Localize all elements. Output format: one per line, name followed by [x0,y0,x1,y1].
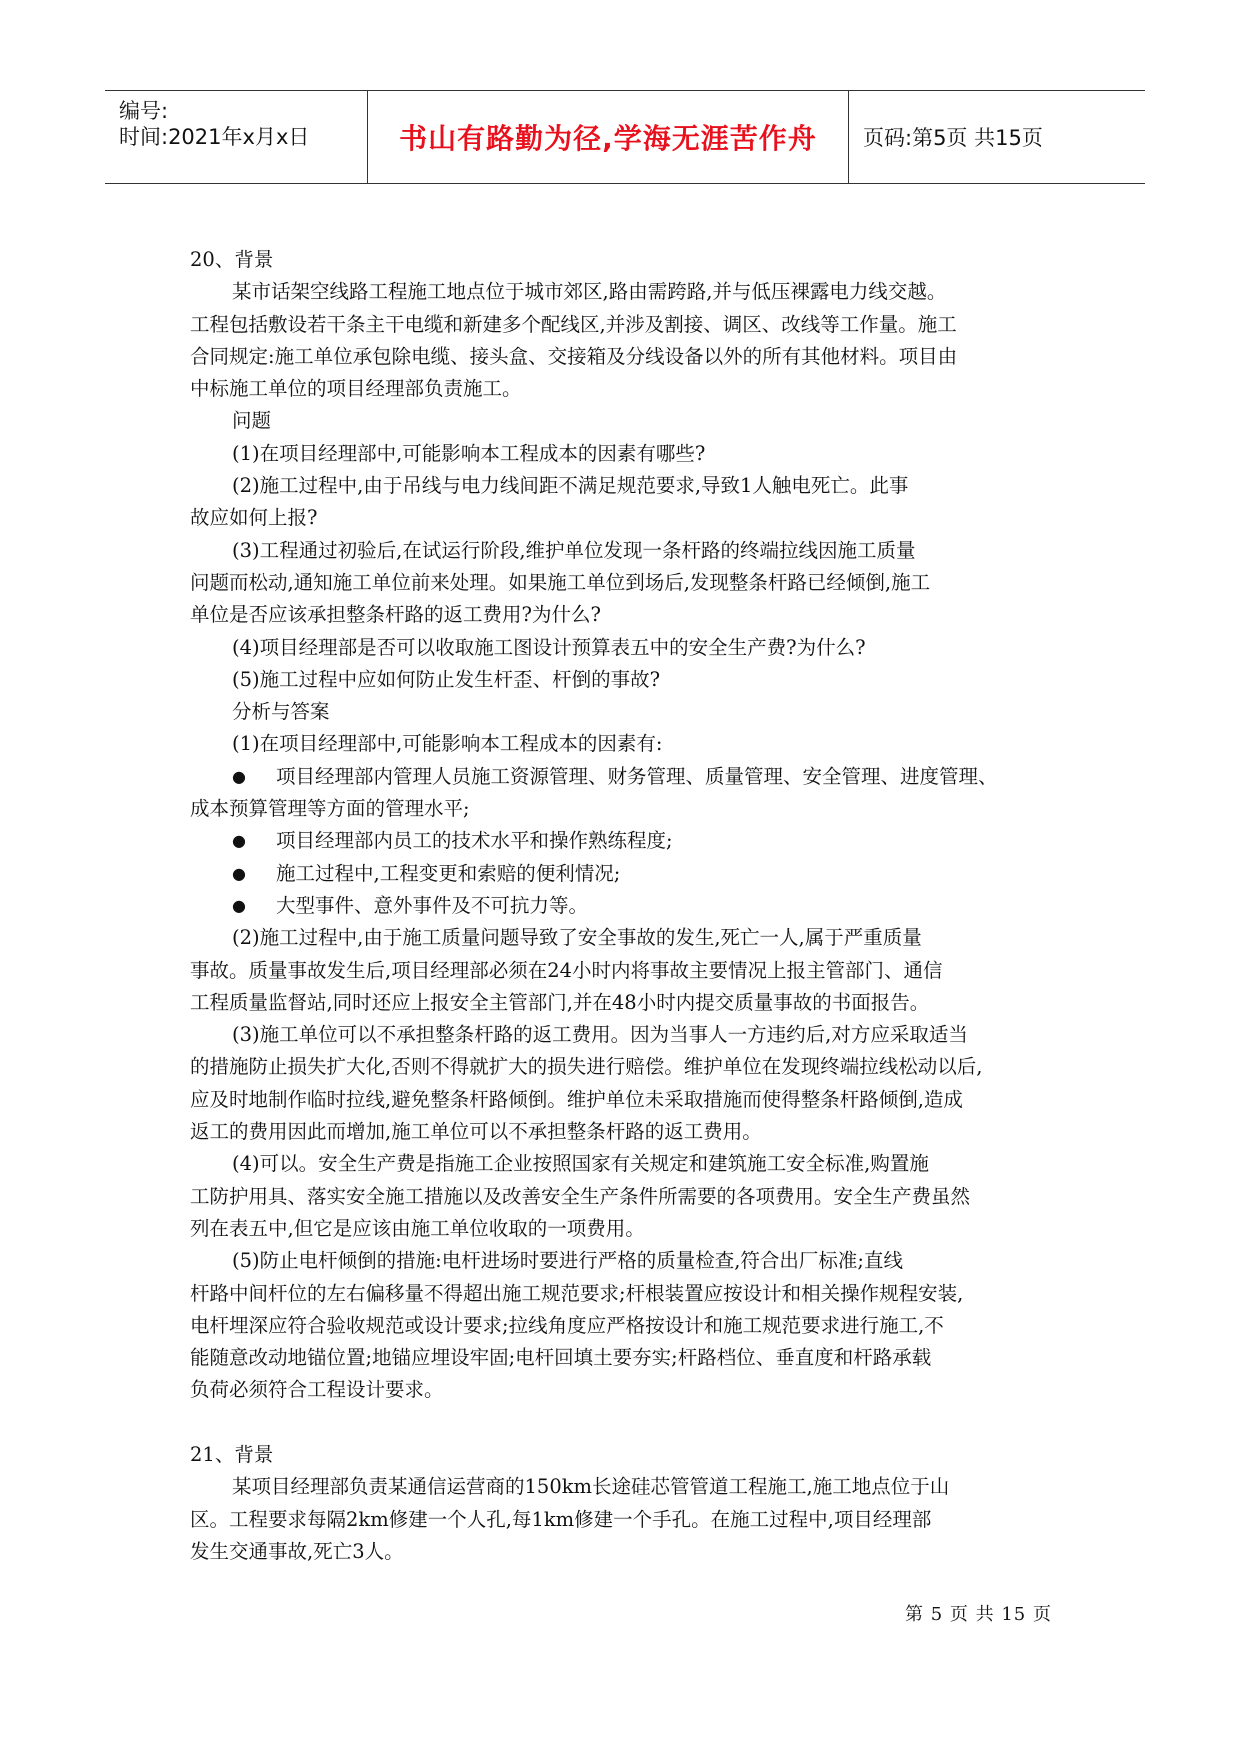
question-3: (3)工程通过初验后,在试运行阶段,维护单位发现一条杆路的终端拉线因施工质量 [232,538,916,562]
paragraph-line: 合同规定:施工单位承包除电缆、接头盒、交接箱及分线设备以外的所有其他材料。项目由 [190,344,958,368]
document-number-label: 编号: [119,99,169,123]
answer-4: (4)可以。安全生产费是指施工企业按照国家有关规定和建筑施工安全标准,购置施 [232,1152,929,1176]
answer-3-cont: 应及时地制作临时拉线,避免整条杆路倾倒。维护单位未采取措施而使得整条杆路倾倒,造成 [190,1087,963,1111]
paragraph-line: 发生交通事故,死亡3人。 [190,1539,404,1563]
answer-5-cont: 负荷必须符合工程设计要求。 [190,1378,444,1402]
bullet-text: 项目经理部内管理人员施工资源管理、财务管理、质量管理、安全管理、进度管理、 [276,764,998,788]
bullet-item [190,761,1070,793]
answer-2-cont: 事故。质量事故发生后,项目经理部必须在24小时内将事故主要情况上报主管部门、通信 [190,958,943,982]
answer-3: (3)施工单位可以不承担整条杆路的返工费用。因为当事人一方违约后,对方应采取适当 [232,1023,968,1047]
header-motto: 书山有路勤为径,学海无涯苦作舟 [399,122,817,155]
header-page-cell [849,91,1145,183]
page-footer: 第 5 页 共 15 页 [905,1604,1052,1625]
question-2-cont: 故应如何上报? [190,506,318,530]
answer-4-cont: 列在表五中,但它是应该由施工单位收取的一项费用。 [190,1216,645,1240]
answer-2-cont: 工程质量监督站,同时还应上报安全主管部门,并在48小时内提交质量事故的书面报告。 [190,990,930,1014]
answer-2: (2)施工过程中,由于施工质量问题导致了安全事故的发生,死亡一人,属于严重质量 [232,926,922,950]
bullet-icon: ● [232,831,246,851]
bullet-text: 项目经理部内员工的技术水平和操作熟练程度; [276,829,673,853]
question-3-cont: 问题而松动,通知施工单位前来处理。如果施工单位到场后,发现整条杆路已经倾倒,施工 [190,570,931,594]
bullet-icon: ● [232,863,246,883]
header-motto-cell [368,91,849,183]
answers-heading: 分析与答案 [232,700,330,724]
bullet-text: 施工过程中,工程变更和索赔的便利情况; [276,861,621,885]
document-time-label: 时间:2021年x月x日 [119,125,310,149]
bullet-icon: ● [232,766,246,786]
paragraph-line: 工程包括敷设若干条主干电缆和新建多个配线区,并涉及割接、调区、改线等工作量。施工 [190,312,957,336]
answer-3-cont: 返工的费用因此而增加,施工单位可以不承担整条杆路的返工费用。 [190,1120,762,1144]
paragraph-line: 区。工程要求每隔2km修建一个人孔,每1km修建一个手孔。在施工过程中,项目经理部 [190,1507,932,1531]
document-body [190,244,1070,1568]
question-3-cont: 单位是否应该承担整条杆路的返工费用?为什么? [190,603,601,627]
questions-heading: 问题 [232,409,272,433]
answer-5-cont: 能随意改动地锚位置;地锚应埋设牢固;电杆回填土要夯实;杆路档位、垂直度和杆路承载 [190,1346,932,1370]
answer-5: (5)防止电杆倾倒的措施:电杆进场时要进行严格的质量检查,符合出厂标准;直线 [232,1249,903,1273]
section-title-21: 21、背景 [190,1442,274,1466]
answer-1-intro: (1)在项目经理部中,可能影响本工程成本的因素有: [232,732,663,756]
paragraph-line: 某项目经理部负责某通信运营商的150km长途硅芯管管道工程施工,施工地点位于山 [232,1475,950,1499]
header-info-cell [105,91,368,183]
header-page-info: 页码:第5页 共15页 [863,126,1043,150]
bullet-icon: ● [232,895,246,915]
paragraph-line: 中标施工单位的项目经理部负责施工。 [190,377,522,401]
bullet-text-cont: 成本预算管理等方面的管理水平; [190,797,470,821]
answer-5-cont: 电杆埋深应符合验收规范或设计要求;拉线角度应严格按设计和施工规范要求进行施工,不 [190,1313,944,1337]
question-1: (1)在项目经理部中,可能影响本工程成本的因素有哪些? [232,441,706,465]
bullet-item [190,858,1070,890]
bullet-text: 大型事件、意外事件及不可抗力等。 [276,893,589,917]
page-header [105,90,1145,184]
paragraph-line: 某市话架空线路工程施工地点位于城市郊区,路由需跨路,并与低压裸露电力线交越。 [232,280,947,304]
answer-4-cont: 工防护用具、落实安全施工措施以及改善安全生产条件所需要的各项费用。安全生产费虽然 [190,1184,971,1208]
question-2: (2)施工过程中,由于吊线与电力线间距不满足规范要求,导致1人触电死亡。此事 [232,474,909,498]
answer-5-cont: 杆路中间杆位的左右偏移量不得超出施工规范要求;杆根装置应按设计和相关操作规程安装, [190,1281,964,1305]
bullet-item [190,825,1070,857]
answer-3-cont: 的措施防止损失扩大化,否则不得就扩大的损失进行赔偿。维护单位在发现终端拉线松动以后, [190,1055,983,1079]
section-title-20: 20、背景 [190,248,274,271]
bullet-item [190,890,1070,922]
question-5: (5)施工过程中应如何防止发生杆歪、杆倒的事故? [232,667,661,691]
paragraph-gap [190,1407,1070,1439]
question-4: (4)项目经理部是否可以收取施工图设计预算表五中的安全生产费?为什么? [232,635,866,659]
